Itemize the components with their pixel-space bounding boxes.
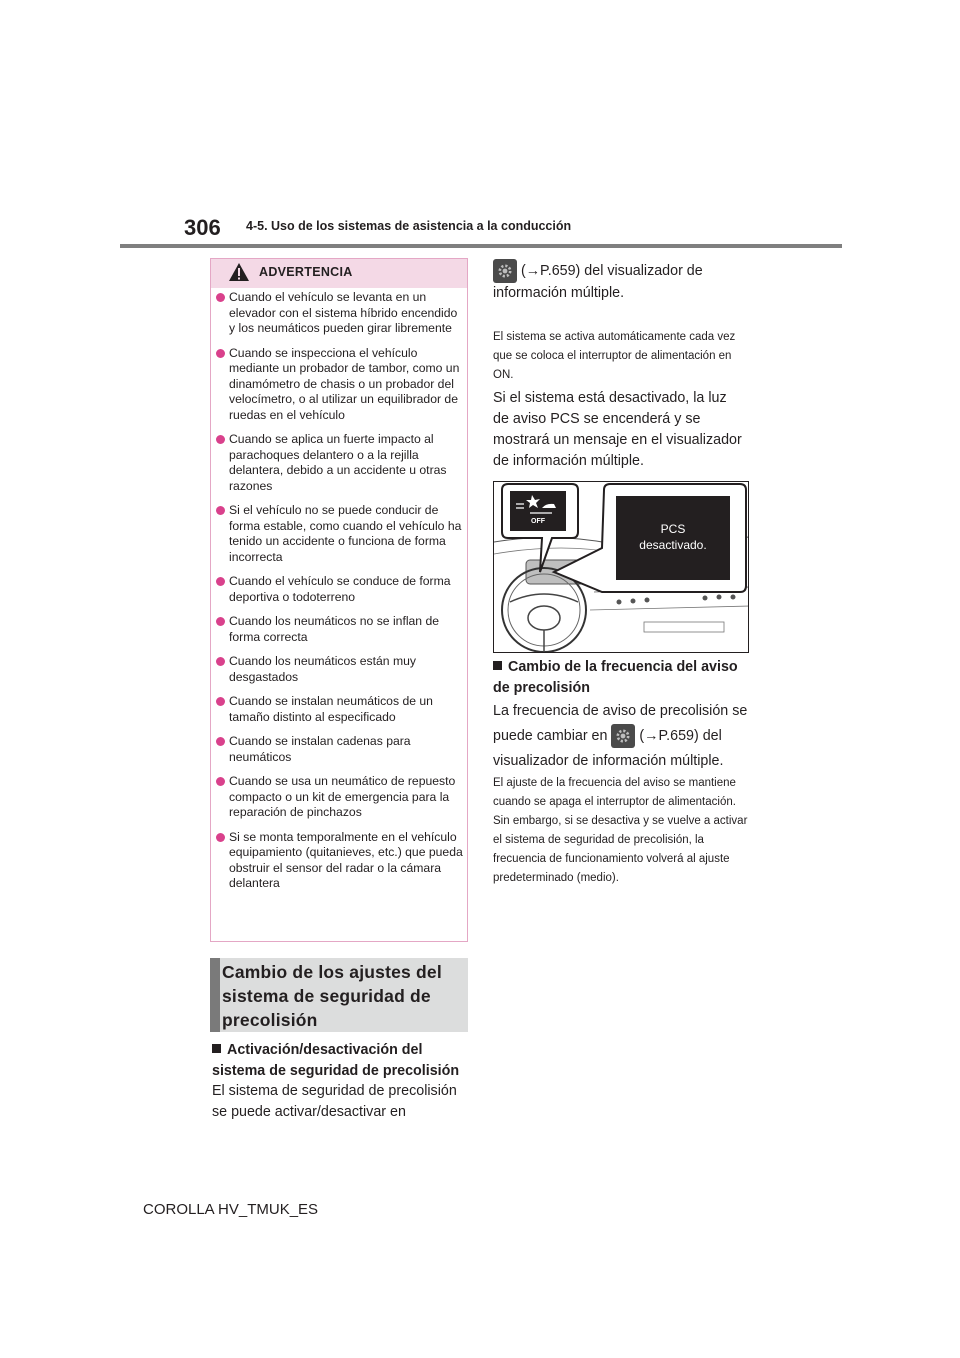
warning-list-item: Si se monta temporalmente en el vehículo equipamiento (quitanieves, etc.) que pueda obstruir el sensor del radar o la cámara delantera: [216, 830, 464, 892]
bullet-icon: [216, 737, 225, 746]
warning-list-item: Cuando el vehículo se levanta en un elevador con el sistema híbrido encendido y los neumáticos pueden girar libremente: [216, 290, 464, 337]
gear-icon: [493, 259, 517, 283]
warning-list: [216, 290, 464, 901]
bullet-icon: [216, 435, 225, 444]
warning-list-item: Cuando se instalan neumáticos de un tamaño distinto al especificado: [216, 694, 464, 725]
pcs-screen-line2: desactivado.: [639, 538, 707, 552]
pcs-display-illustration: [493, 481, 749, 653]
warning-list-item: Cuando los neumáticos no se inflan de forma correcta: [216, 614, 464, 645]
bullet-icon: [216, 349, 225, 358]
warning-list-item: Cuando se usa un neumático de repuesto compacto o un kit de emergencia para la reparación de pinchazos: [216, 774, 464, 821]
activation-heading: Activación/desactivación del sistema de seguridad de precolisión: [212, 1042, 460, 1079]
warning-list-item: Cuando se inspecciona el vehículo mediante un probador de tambor, como un dinamómetro de chasis o un probador del velocímetro, o al utilizar un equilibrador de ruedas en el vehículo: [216, 346, 464, 424]
warning-list-item: Cuando el vehículo se conduce de forma deportiva o todoterreno: [216, 574, 464, 605]
bullet-icon: [216, 833, 225, 842]
bullet-icon: [216, 293, 225, 302]
bullet-icon: [216, 577, 225, 586]
activation-text-part2: (→P.659) del visualizador de información múltiple.: [493, 259, 755, 304]
square-bullet-icon: [493, 661, 502, 670]
square-bullet-icon: [212, 1044, 221, 1053]
warning-list-item: Cuando se aplica un fuerte impacto al parachoques delantero o a la rejilla delantera, debido a un accidente u otras razones: [216, 432, 464, 494]
section-heading-bar: [210, 958, 220, 1032]
activation-text-part1: El sistema de seguridad de precolisión se puede activar/desactivar en: [212, 1083, 457, 1120]
warning-list-item: Si el vehículo no se puede conducir de forma estable, como cuando el vehículo ha tenido un accidente o funciona de forma incorrecta: [216, 503, 464, 565]
gear-icon: [611, 724, 635, 748]
warning-triangle-icon: [228, 262, 250, 282]
pcs-screen-line1: PCS: [660, 522, 686, 536]
section-heading: Cambio de los ajustes del sistema de seguridad de precolisión: [222, 962, 442, 1030]
page-number: 306: [184, 215, 221, 240]
activation-note: El sistema se activa automáticamente cada vez que se coloca el interruptor de alimentación en ON.: [493, 331, 736, 381]
frequency-heading: Cambio de la frecuencia del aviso de precolisión: [493, 659, 738, 696]
bullet-icon: [216, 506, 225, 515]
bullet-icon: [216, 657, 225, 666]
warning-list-item: Cuando los neumáticos están muy desgastados: [216, 654, 464, 685]
footer-model: COROLLA HV_TMUK_ES: [143, 1201, 319, 1218]
section-title: 4-5. Uso de los sistemas de asistencia a la conducción: [246, 219, 572, 233]
bullet-icon: [216, 617, 225, 626]
bullet-icon: [216, 777, 225, 786]
header-divider: [120, 244, 842, 248]
activation-status-text: Si el sistema está desactivado, la luz de aviso PCS se encenderá y se mostrará un mensaje en el visualizador de información múltiple.: [493, 390, 742, 469]
bullet-icon: [216, 697, 225, 706]
warning-list-item: Cuando se instalan cadenas para neumáticos: [216, 734, 464, 765]
frequency-text: La frecuencia de aviso de precolisión se puede cambiar en (→P.659) del visualizador de información múltiple.: [493, 703, 748, 769]
pcs-off-label: OFF: [531, 518, 545, 525]
warning-title: ADVERTENCIA: [259, 265, 353, 279]
frequency-note: El ajuste de la frecuencia del aviso se mantiene cuando se apaga el interruptor de alimentación. Sin embargo, si se desactiva y se vuelve a activar el sistema de seguridad de precolisión, la frecuencia de funcionamiento volverá al ajuste predeterminado (medio).: [493, 777, 748, 884]
